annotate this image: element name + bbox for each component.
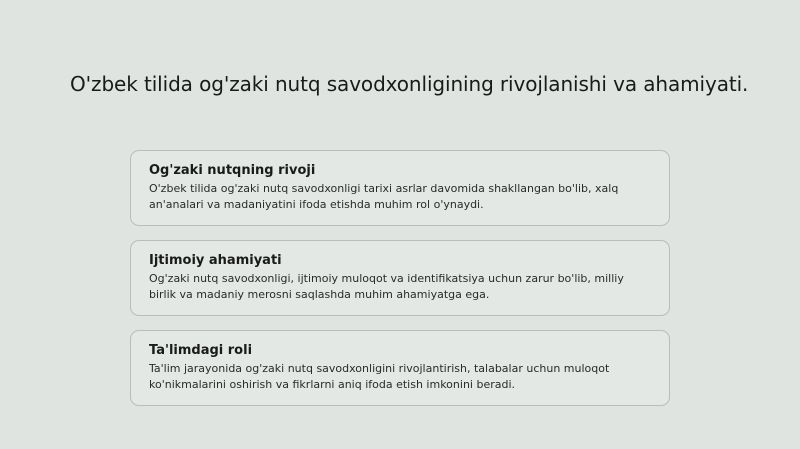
card-text: Og'zaki nutq savodxonligi, ijtimoiy muloqot va identifikatsiya uchun zarur bo'lib, milliy birlik va madaniy merosni saqlashda muhim ahamiyatga ega. [149,272,624,301]
card-heading: Og'zaki nutqning rivoji [149,163,316,178]
card-role-in-education [130,330,670,406]
slide-title: O'zbek tilida og'zaki nutq savodxonligining rivojlanishi va ahamiyati. [70,72,749,96]
card-text: Ta'lim jarayonida og'zaki nutq savodxonligini rivojlantirish, talabalar uchun muloqot ko'nikmalarini oshirish va fikrlarni aniq ifoda etish imkonini beradi. [149,362,610,391]
card-oral-speech-development [130,150,670,226]
card-heading: Ijtimoiy ahamiyati [149,253,282,268]
card-text: O'zbek tilida og'zaki nutq savodxonligi tarixi asrlar davomida shakllangan bo'lib, xalq an'analari va madaniyatini ifoda etishda muhim rol o'ynaydi. [149,182,619,211]
card-social-importance [130,240,670,316]
card-heading: Ta'limdagi roli [149,343,253,358]
